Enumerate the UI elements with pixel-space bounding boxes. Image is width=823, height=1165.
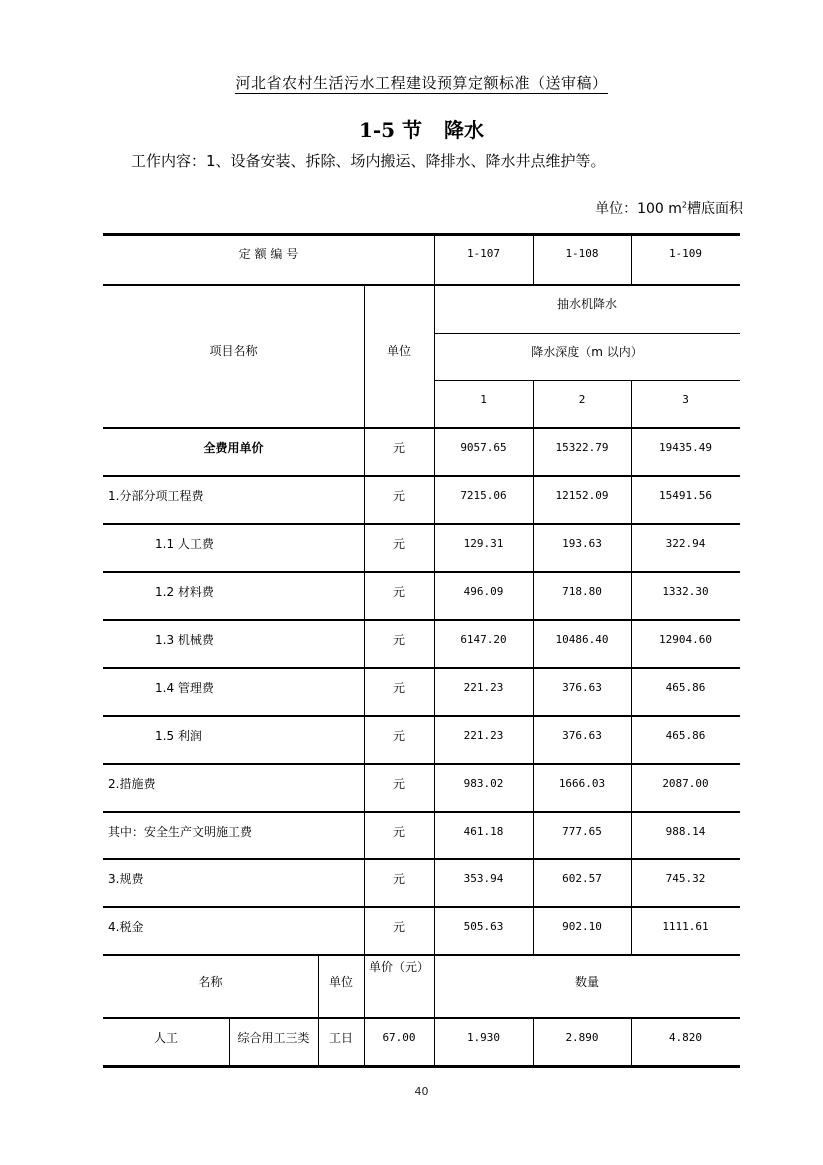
row-value: 12904.60 <box>659 633 712 646</box>
row-value: 221.23 <box>463 729 504 742</box>
resource-quantity: 4.820 <box>668 1031 703 1044</box>
work-content: 工作内容：1、设备安装、拆除、场内搬运、降排水、降水井点维护等。 <box>131 152 606 170</box>
table-rule <box>229 1018 230 1066</box>
row-unit: 元 <box>392 585 405 599</box>
table-rule <box>318 955 319 1066</box>
table-rule <box>533 380 534 955</box>
unit-header: 单位 <box>386 344 411 358</box>
row-unit: 元 <box>392 441 405 455</box>
row-value: 1332.30 <box>662 585 709 598</box>
row-value: 1111.61 <box>662 920 709 933</box>
table-rule <box>434 234 435 1066</box>
row-value: 902.10 <box>562 920 602 933</box>
page-number: 40 <box>414 1085 429 1098</box>
row-value: 376.63 <box>562 681 602 694</box>
row-value: 988.14 <box>665 825 706 838</box>
row-name: 1.分部分项工程费 <box>108 489 204 503</box>
section-title <box>0 114 823 143</box>
quota-code: 1-108 <box>565 247 599 260</box>
table-rule <box>631 380 632 955</box>
row-value: 10486.40 <box>555 633 609 646</box>
row-value: 6147.20 <box>460 633 507 646</box>
row-value: 376.63 <box>562 729 602 742</box>
row-value: 602.57 <box>562 872 602 885</box>
table-rule <box>533 1018 534 1066</box>
row-value: 15491.56 <box>659 489 712 502</box>
unit-note <box>595 198 743 218</box>
item-name-header: 项目名称 <box>209 344 258 358</box>
unit-note-sup: 2 <box>681 200 687 210</box>
method-header: 抽水机降水 <box>556 297 617 311</box>
unit-note-suffix: 槽底面积 <box>687 201 743 217</box>
row-value: 1666.03 <box>558 777 606 790</box>
section-number: 1-5 节 <box>358 118 423 142</box>
row-name: 1.4 管理费 <box>155 681 214 695</box>
resource-name-header: 名称 <box>198 975 223 989</box>
depth-value: 3 <box>682 393 689 406</box>
row-name: 4.税金 <box>108 920 144 934</box>
resource-quantity-header: 数量 <box>574 975 599 989</box>
row-name: 3.规费 <box>108 872 144 886</box>
row-unit: 元 <box>392 825 405 839</box>
row-value: 465.86 <box>665 729 706 742</box>
row-name: 其中：安全生产文明施工费 <box>108 825 253 839</box>
row-value: 9057.65 <box>460 441 507 454</box>
depth-header: 降水深度（m 以内） <box>531 345 643 359</box>
unit-note-prefix: 单位：100 m <box>595 201 682 217</box>
row-value: 19435.49 <box>659 441 712 454</box>
row-unit: 元 <box>392 872 405 886</box>
row-name: 1.3 机械费 <box>155 633 214 647</box>
row-value: 193.63 <box>562 537 602 550</box>
document-header <box>0 72 823 93</box>
row-value: 322.94 <box>665 537 706 550</box>
table-rule <box>631 1018 632 1066</box>
row-value: 505.63 <box>463 920 504 933</box>
table-rule <box>103 1065 740 1068</box>
resource-name: 综合用工三类 <box>237 1031 310 1045</box>
document-header-text: 河北省农村生活污水工程建设预算定额标准（送审稿） <box>235 74 608 92</box>
row-unit: 元 <box>392 729 405 743</box>
row-unit: 元 <box>392 489 405 503</box>
resource-unit: 工日 <box>328 1031 353 1045</box>
row-value: 221.23 <box>463 681 504 694</box>
row-name: 全费用单价 <box>203 441 264 455</box>
row-value: 461.18 <box>463 825 504 838</box>
table-rule <box>533 234 534 285</box>
row-unit: 元 <box>392 920 405 934</box>
row-unit: 元 <box>392 633 405 647</box>
row-value: 129.31 <box>463 537 504 550</box>
resource-category: 人工 <box>153 1031 178 1045</box>
table-rule <box>631 234 632 285</box>
row-name: 1.2 材料费 <box>155 585 214 599</box>
depth-value: 1 <box>480 393 487 406</box>
depth-value: 2 <box>578 393 586 406</box>
resource-price: 67.00 <box>382 1031 416 1044</box>
row-value: 745.32 <box>665 872 706 885</box>
row-value: 465.86 <box>665 681 706 694</box>
row-value: 2087.00 <box>662 777 709 790</box>
row-value: 15322.79 <box>555 441 609 454</box>
row-value: 353.94 <box>463 872 504 885</box>
quota-code: 1-109 <box>668 247 703 260</box>
row-name: 1.5 利润 <box>155 729 202 743</box>
row-value: 718.80 <box>562 585 602 598</box>
row-unit: 元 <box>392 537 405 551</box>
resource-quantity: 2.890 <box>565 1031 599 1044</box>
row-value: 496.09 <box>463 585 504 598</box>
resource-price-header: 单价（元） <box>368 960 429 974</box>
table-rule <box>364 955 365 1066</box>
section-name: 降水 <box>444 118 485 142</box>
resource-unit-header: 单位 <box>328 975 353 989</box>
row-name: 2.措施费 <box>108 777 156 791</box>
row-value: 777.65 <box>562 825 602 838</box>
row-value: 12152.09 <box>555 489 609 502</box>
resource-quantity: 1.930 <box>466 1031 501 1044</box>
table-rule <box>364 285 365 955</box>
row-value: 983.02 <box>463 777 504 790</box>
row-name: 1.1 人工费 <box>155 537 214 551</box>
row-unit: 元 <box>392 777 405 791</box>
quota-code: 1-107 <box>466 247 501 260</box>
quota-label: 定 额 编 号 <box>238 247 299 261</box>
row-value: 7215.06 <box>460 489 507 502</box>
row-unit: 元 <box>392 681 405 695</box>
